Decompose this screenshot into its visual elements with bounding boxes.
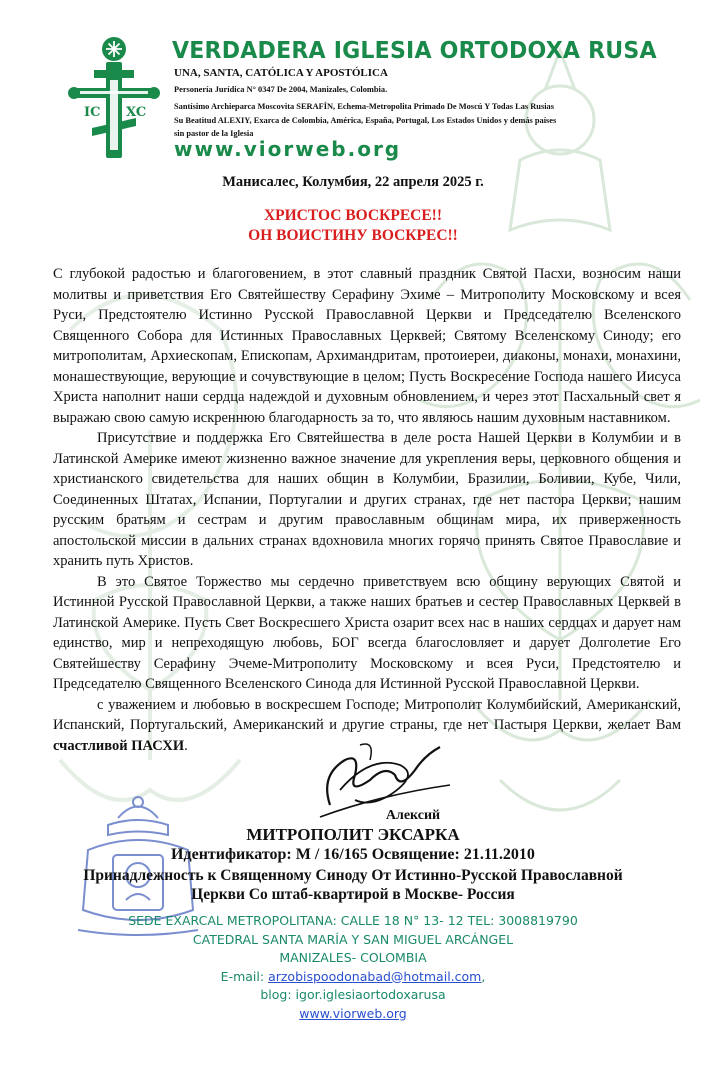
paragraph-4-bold: счастливой ПАСХИ: [53, 737, 185, 754]
footer-city: MANIZALES- COLOMBIA: [279, 950, 427, 965]
signatory-name: Алексий: [385, 808, 441, 823]
paragraph-1: С глубокой радостью и благоговением, в этот славный праздник Святой Пасхи, возносим наши молитвы и приветствия Его Святейшеству Серафину Эхиме – Митрополиту Московскому и всея Руси, Предстоятелю Истинно Русской Православной Церкви и Председателю Вселенского Священного Собора для Истинных Православных Церквей; Святому Вселенскому Синоду; его митрополитам, Архиескопам, Епископам, Архимандритам, протоиереи, диаконы, монахи, монахини, монашествующие, верующие и сочувствующие в целом; Пусть Воскресение Господа нашего Иисуса Христа наполнит наши сердца надеждой и духовным обновлением, и через этот Пасхальный свет я выражаю свою самую искреннюю благодарность за то, что являюсь нашим духовным наставником.: [53, 266, 681, 426]
easter-greeting-1: ХРИСТОС ВОСКРЕСЕ!!: [263, 207, 443, 224]
organization-subtitle: UNA, SANTA, CATÓLICA Y APOSTÓLICA: [174, 67, 388, 79]
letter-footer: [0, 912, 706, 1023]
logo-ic-text: IC: [84, 105, 101, 120]
header-website-link[interactable]: www.viorweb.org: [174, 137, 402, 161]
letter-body: [53, 264, 681, 756]
paragraph-3: В это Святое Торжество мы сердечно приветствуем всю общину верующих Святой и Истинной Русской Православной Церкви, а также наших братьев и сестер Православных Церквей в Латинской Америке. Пусть Свет Воскресшего Христа озарит всех нас в наших сердцах и дарует нам единство, мир и непреходящую любовь, БОГ всегда благословляет и дарует Долголетие Его Святейшеству Серафину Эчеме-Митрополиту Московскому и всея Руси, Предстоятелю и Председателю Священного Вселенского Синода для Истинной Русской Православной Церкви.: [53, 573, 681, 692]
affiliation-line-2: Церкви Со штаб-квартирой в Москве- Россия: [191, 886, 515, 903]
affiliation-line-1: Принадлежность к Священному Синоду От Истинно-Русской Православной: [83, 867, 623, 884]
footer-blog: blog: igor.iglesiaortodoxarusa: [260, 987, 446, 1002]
letterhead: [0, 0, 706, 170]
footer-cathedral: CATEDRAL SANTA MARÍA Y SAN MIGUEL ARCÁNGEL: [192, 931, 514, 947]
hierarch-line-1: Santísimo Archieparca Moscovita SERAFÍN, Echema-Metropolita Primado De Moscú Y Todas Las Rusias: [174, 102, 554, 111]
logo-xc-text: XC: [126, 105, 147, 120]
footer-address: SEDE EXARCAL METROPOLITANA: CALLE 18 N° 13- 12 TEL: 3008819790: [128, 913, 578, 928]
signatory-identifier: Идентификатор: M / 16/165 Освящение: 21.11.2010: [171, 846, 535, 863]
orthodox-cross-logo-icon: [66, 32, 162, 162]
organization-name: VERDADERA IGLESIA ORTODOXA RUSA: [172, 38, 657, 64]
letter-date: Манисалес, Колумбия, 22 апреля 2025 г.: [222, 174, 484, 190]
hierarch-line-3: sin pastor de la Iglesia: [174, 129, 254, 138]
hierarch-line-2: Su Beatitud ALEXIY, Exarca de Colombia, América, España, Portugal, Los Estados Unidos y demás países: [174, 116, 557, 125]
footer-website-link[interactable]: www.viorweb.org: [299, 1005, 407, 1021]
signatory-title: МИТРОПОЛИТ ЭКСАРКА: [246, 825, 460, 844]
paragraph-4-text: с уважением и любовью в воскресшем Господе; Митрополит Колумбийский, Американский, Испанский, Португальский, Американский и другие страны, где нет Пастыря Церкви, желает Вам: [53, 696, 681, 733]
footer-email-suffix: ,: [481, 968, 486, 984]
legal-registration-line: Personería Jurídica N° 0347 De 2004, Manizales, Colombia.: [174, 85, 388, 94]
footer-email-link[interactable]: arzobispoodonabad@hotmail.com: [268, 968, 482, 984]
footer-email-row: [0, 968, 706, 987]
easter-greeting-2: ОН ВОИСТИНУ ВОСКРЕС!!: [248, 227, 458, 244]
footer-email-label: E-mail:: [220, 968, 269, 984]
paragraph-2: Присутствие и поддержка Его Святейшества в деле роста Нашей Церкви в Колумбии и в Латинской Америке имеют жизненно важное значение для укрепления веры, церковного общения и христианского свидетельства для наших общин в Колумбии, Бразилии, Боливии, Кубе, Чили, Соединенных Штатах, Испании, Португалии и других странах, где нет пастора Церкви; нашим русским братьям и сестрам и другим православным общинам мира, их приверженность апостольской миссии в дальних странах вдохновила многих горячо принять Святое Православие и хранить путь Христов.: [53, 430, 681, 569]
paragraph-4-end: .: [184, 737, 188, 754]
signatory-affiliation: [0, 866, 706, 904]
